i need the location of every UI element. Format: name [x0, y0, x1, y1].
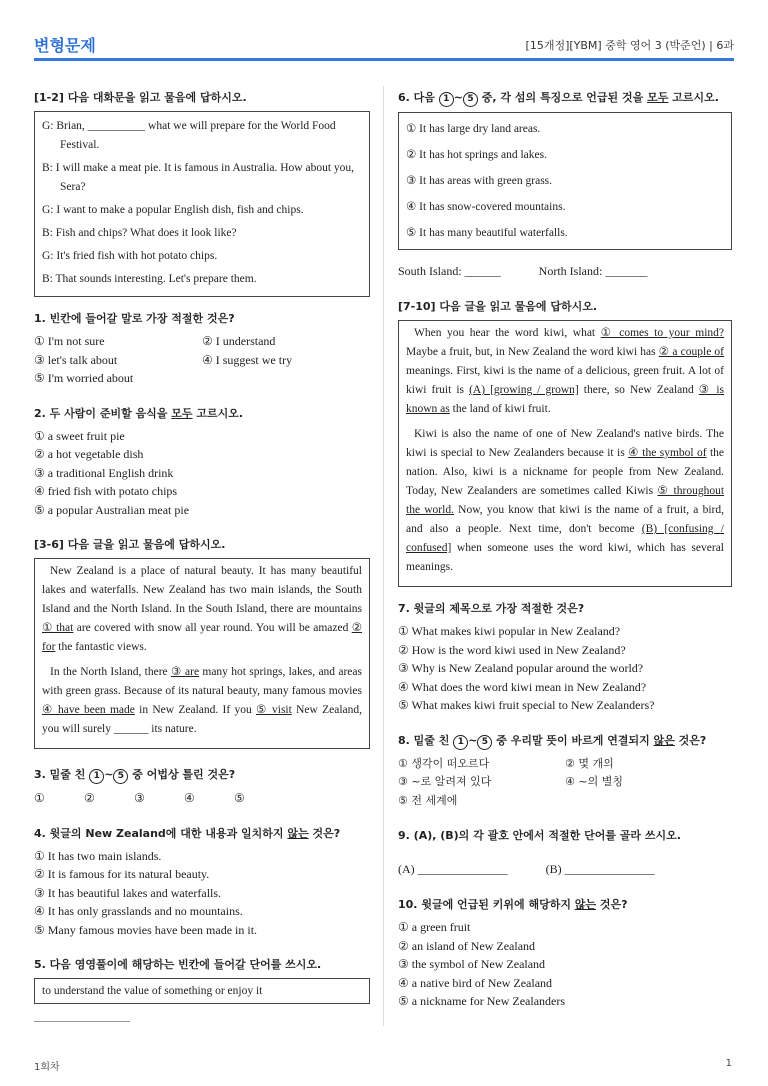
q8-options [398, 755, 732, 811]
q8-option[interactable]: ③ ~로 알려져 있다 [398, 775, 492, 788]
q2-option[interactable]: ④ fried fish with potato chips [34, 484, 178, 498]
page-header-title: 변형문제 [34, 36, 96, 55]
q3-option[interactable]: ③ [134, 791, 145, 805]
q10-heading: 10. 윗글에 언급된 키위에 해당하지 않는 것은? [398, 898, 628, 911]
q6-option[interactable]: ④ It has snow-covered mountains. [406, 201, 566, 213]
dialogue-line: B: Fish and chips? What does it look like? [42, 227, 237, 239]
q2-options [34, 427, 370, 520]
page-header-meta: [15개정][YBM] 중학 영어 3 (박준언) | 6과 [525, 39, 734, 52]
passage-paragraph: New Zealand is a place of natural beauty. It has many beautiful lakes and waterfalls. New Zealand has two main islands, the South Island and the North Island. In the South Island, there are mountains ① that are covered with snow all year round. You will be amazed ② for the fantastic views. [42, 565, 362, 653]
answer-a[interactable]: (A) _______________ [398, 862, 508, 876]
q7-heading: 7. 윗글의 제목으로 가장 적절한 것은? [398, 602, 585, 615]
dialogue-line: B: That sounds interesting. Let's prepare them. [42, 273, 257, 285]
q7-options [398, 622, 732, 715]
q6-options-box [398, 112, 732, 250]
dialogue-box [34, 111, 370, 297]
q3-option[interactable]: ② [84, 791, 95, 805]
left-column [34, 90, 370, 1004]
q10-option[interactable]: ④ a native bird of New Zealand [398, 975, 553, 990]
q3-option[interactable]: ① [34, 791, 45, 805]
q6-answer-row [398, 264, 732, 279]
answer-b[interactable]: (B) _______________ [545, 862, 655, 876]
q10-option[interactable]: ② an island of New Zealand [398, 938, 536, 953]
q7-10-heading: [7-10] 다음 글을 읽고 물음에 답하시오. [398, 300, 598, 313]
q6-heading: 6. 다음 1 ~ 5 중, 각 섬의 특징으로 언급된 것을 모두 고르시오. [398, 90, 732, 107]
q8-option[interactable]: ② 몇 개의 [565, 756, 614, 770]
q7-option[interactable]: ④ What does the word kiwi mean in New Zealand? [398, 679, 647, 694]
q10-option[interactable]: ① a green fruit [398, 920, 471, 934]
q3-option[interactable]: ④ [184, 791, 195, 805]
q8-heading: 8. 밑줄 친 1 ~ 5 중 우리말 뜻이 바르게 연결되지 않은 것은? [398, 733, 732, 750]
footnote-rule [34, 1021, 130, 1022]
q7-option[interactable]: ③ Why is New Zealand popular around the world? [398, 661, 644, 675]
q1-heading: 1. 빈칸에 들어갈 말로 가장 적절한 것은? [34, 312, 235, 325]
q9-heading: 9. (A), (B)의 각 괄호 안에서 적절한 단어를 골라 쓰시오. [398, 829, 681, 842]
q1-option[interactable]: ② I understand [202, 334, 276, 348]
q1-option[interactable]: ⑤ I'm worried about [34, 371, 134, 385]
passage-paragraph: When you hear the word kiwi, what ① comes to your mind? Maybe a fruit, but, in New Zealand the word kiwi has ② a couple of meanings. First, kiwi is the name of a delicious, green fruit. A lot of kiwi fruit is (A) [growing / grown] there, so New Zealand ③ is known as the land of kiwi fruit. [406, 327, 724, 415]
south-island-answer[interactable]: South Island: ______ [398, 264, 501, 278]
q6-option[interactable]: ① It has large dry land areas. [406, 123, 541, 135]
passage-paragraph: Kiwi is also the name of one of New Zealand's native birds. The kiwi is special to New Zealanders because it is ④ the symbol of the nation. Also, kiwi is a nickname for people from New Zealand. Today, New Zealanders are sometimes called Kiwis ⑤ throughout the world. Now, you know that kiwi is the name of a fruit, a bird, and also a people. Next time, don't become (B) [confusing / confused] when someone uses the word kiwi, which has several meanings. [406, 428, 725, 573]
footer-round: 1회차 [34, 1062, 60, 1073]
q2-option[interactable]: ⑤ a popular Australian meat pie [34, 502, 190, 517]
north-island-answer[interactable]: North Island: _______ [538, 264, 648, 278]
column-divider [383, 86, 384, 1026]
dialogue-line: G: It's fried fish with hot potato chips. [42, 250, 218, 262]
q7-option[interactable]: ② How is the word kiwi used in New Zealand? [398, 642, 626, 657]
q8-option[interactable]: ① 생각이 떠오르다 [398, 756, 490, 770]
q10-option[interactable]: ⑤ a nickname for New Zealanders [398, 994, 566, 1008]
q7-option[interactable]: ⑤ What makes kiwi fruit special to New Zealanders? [398, 698, 655, 712]
q2-option[interactable]: ② a hot vegetable dish [34, 447, 144, 461]
q4-option[interactable]: ④ It has only grasslands and no mountains. [34, 904, 243, 918]
q4-option[interactable]: ⑤ Many famous movies have been made in it. [34, 922, 258, 937]
q4-option[interactable]: ② It is famous for its natural beauty. [34, 867, 210, 881]
dialogue-line: G: I want to make a popular English dish, fish and chips. [42, 204, 304, 216]
q8-option[interactable]: ⑤ 전 세계에 [398, 793, 458, 807]
q2-option[interactable]: ③ a traditional English drink [34, 465, 174, 480]
q1-options [34, 332, 370, 388]
q3-6-heading: [3-6] 다음 글을 읽고 물음에 답하시오. [34, 538, 226, 551]
q8-option[interactable]: ④ ~의 별칭 [565, 775, 623, 788]
footer-page-number: 1 [725, 1058, 732, 1069]
q1-option[interactable]: ③ let's talk about [34, 352, 118, 367]
q9-answer-row [398, 862, 732, 877]
passage-new-zealand [34, 558, 370, 749]
q2-option[interactable]: ① a sweet fruit pie [34, 428, 125, 443]
q1-2-heading: [1-2] 다음 대화문을 읽고 물음에 답하시오. [34, 91, 247, 104]
q4-option[interactable]: ① It has two main islands. [34, 848, 162, 863]
q3-option[interactable]: ⑤ [234, 791, 245, 805]
q4-option[interactable]: ③ It has beautiful lakes and waterfalls. [34, 885, 222, 900]
q7-option[interactable]: ① What makes kiwi popular in New Zealand? [398, 624, 621, 638]
q6-option[interactable]: ⑤ It has many beautiful waterfalls. [406, 227, 568, 239]
q3-heading: 3. 밑줄 친 1 ~ 5 중 어법상 틀린 것은? [34, 767, 370, 784]
q4-options [34, 847, 370, 940]
q5-definition: to understand the value of something or enjoy it [34, 978, 370, 1004]
dialogue-line: G: Brian, __________ what we will prepare for the World Food Festival. [42, 120, 336, 151]
q1-option[interactable]: ① I'm not sure [34, 334, 105, 348]
dialogue-line: B: I will make a meat pie. It is famous in Australia. How about you, Sera? [42, 162, 355, 193]
q10-option[interactable]: ③ the symbol of New Zealand [398, 957, 546, 971]
q6-option[interactable]: ③ It has areas with green grass. [406, 175, 553, 187]
passage-kiwi [398, 320, 732, 587]
q6-option[interactable]: ② It has hot springs and lakes. [406, 149, 547, 161]
q1-option[interactable]: ④ I suggest we try [202, 352, 293, 367]
q3-options [34, 789, 370, 808]
q5-heading: 5. 다음 영영풀이에 해당하는 빈칸에 들어갈 단어를 쓰시오. [34, 958, 322, 971]
q4-heading: 4. 윗글의 New Zealand에 대한 내용과 일치하지 않는 것은? [34, 826, 341, 840]
q2-heading: 2. 두 사람이 준비할 음식을 모두 고르시오. [34, 406, 244, 420]
header-rule [34, 58, 734, 61]
q10-options [398, 918, 732, 1011]
right-column [398, 90, 732, 1029]
passage-paragraph: In the North Island, there ③ are many hot springs, lakes, and areas with green grass. Because of its natural beauty, many famous movies ④ have been made in New Zealand. If you ⑤ visit New Zealand, you will surely ______ its nature. [42, 666, 363, 735]
